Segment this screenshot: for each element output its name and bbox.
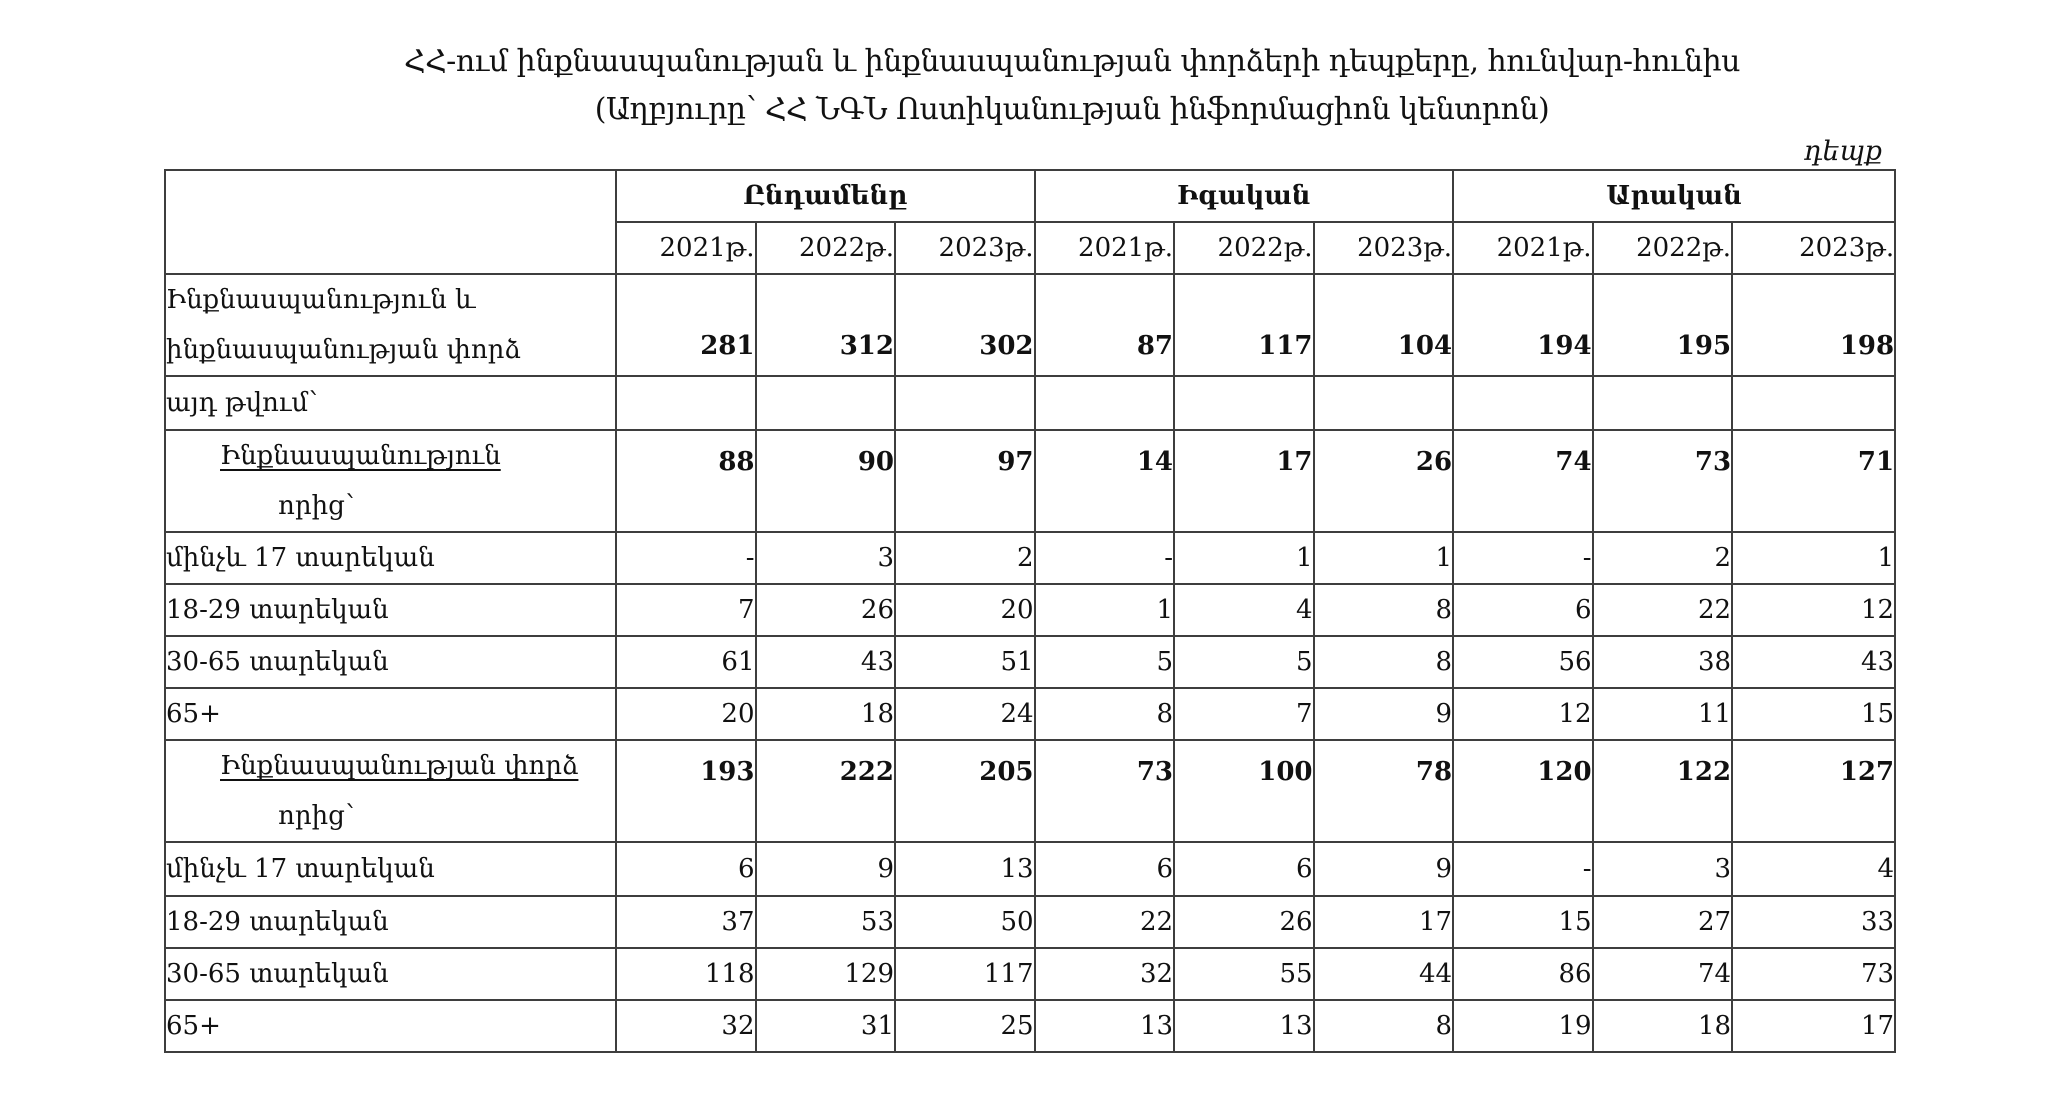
table-row-total xyxy=(165,274,1895,376)
table-cell: 5 xyxy=(1035,636,1175,688)
table-cell: 37 xyxy=(616,896,756,948)
row-label xyxy=(165,274,616,376)
table-cell: 6 xyxy=(1453,584,1593,636)
table-cell: 87 xyxy=(1035,274,1175,376)
table-cell: 17 xyxy=(1314,896,1454,948)
statistics-table xyxy=(164,169,1896,1053)
table-row-including xyxy=(165,376,1895,430)
table-cell: 9 xyxy=(1314,688,1454,740)
table-cell xyxy=(895,376,1035,430)
document-title: ՀՀ-ում ինքնասպանության և ինքնասպանության փորձերի դեպքերը, հունվար-հունիս xyxy=(404,44,1740,79)
table-cell: 8 xyxy=(1314,584,1454,636)
table-cell: 15 xyxy=(1732,688,1895,740)
table-cell: 104 xyxy=(1314,274,1454,376)
table-cell: 7 xyxy=(616,584,756,636)
table-cell: 9 xyxy=(1314,842,1454,896)
document-source: (Աղբյուրը՝ ՀՀ ՆԳՆ Ոստիկանության ինֆորմացիոն կենտրոն) xyxy=(594,92,1550,127)
table-cell: 90 xyxy=(756,430,896,532)
row-label: մինչև 17 տարեկան xyxy=(165,532,616,584)
table-cell: 117 xyxy=(895,948,1035,1000)
table-cell: 117 xyxy=(1174,274,1314,376)
table-cell: 32 xyxy=(1035,948,1175,1000)
table-cell: 127 xyxy=(1732,740,1895,842)
table-cell: 11 xyxy=(1593,688,1733,740)
table-cell: 20 xyxy=(616,688,756,740)
table-cell: 129 xyxy=(756,948,896,1000)
table-cell: 38 xyxy=(1593,636,1733,688)
table-cell: 74 xyxy=(1453,430,1593,532)
table-cell xyxy=(1174,376,1314,430)
table-cell: 26 xyxy=(1314,430,1454,532)
row-label: այդ թվում՝ xyxy=(165,376,616,430)
year-header: 2021թ. xyxy=(1453,222,1593,274)
table-cell: 61 xyxy=(616,636,756,688)
table-cell: 5 xyxy=(1174,636,1314,688)
table-cell: 9 xyxy=(756,842,896,896)
table-cell: 6 xyxy=(1174,842,1314,896)
table-cell: 33 xyxy=(1732,896,1895,948)
row-label: 65+ xyxy=(165,688,616,740)
table-cell: 7 xyxy=(1174,688,1314,740)
table-cell: 71 xyxy=(1732,430,1895,532)
year-header: 2022թ. xyxy=(1174,222,1314,274)
table-cell: 3 xyxy=(756,532,896,584)
row-label: 65+ xyxy=(165,1000,616,1052)
group-header-total: Ընդամենը xyxy=(616,170,1035,222)
table-cell: 26 xyxy=(1174,896,1314,948)
row-label xyxy=(165,430,616,532)
table-cell: 17 xyxy=(1174,430,1314,532)
table-cell: 4 xyxy=(1174,584,1314,636)
table-cell: 17 xyxy=(1732,1000,1895,1052)
row-label: 30-65 տարեկան xyxy=(165,636,616,688)
table-cell xyxy=(1593,376,1733,430)
header-corner-cell xyxy=(165,170,616,274)
table-cell xyxy=(616,376,756,430)
table-cell xyxy=(1035,376,1175,430)
row-label: 30-65 տարեկան xyxy=(165,948,616,1000)
table-row xyxy=(165,948,1895,1000)
year-header: 2021թ. xyxy=(616,222,756,274)
table-cell: 55 xyxy=(1174,948,1314,1000)
table-cell: 1 xyxy=(1314,532,1454,584)
table-row xyxy=(165,1000,1895,1052)
table-cell: 97 xyxy=(895,430,1035,532)
table-cell xyxy=(1732,376,1895,430)
table-cell: 18 xyxy=(756,688,896,740)
table-cell: 194 xyxy=(1453,274,1593,376)
table-row-attempt xyxy=(165,740,1895,842)
table-cell: 44 xyxy=(1314,948,1454,1000)
table-row-suicide xyxy=(165,430,1895,532)
table-cell: - xyxy=(616,532,756,584)
table-cell: 50 xyxy=(895,896,1035,948)
table-cell: 1 xyxy=(1035,584,1175,636)
table-cell: 22 xyxy=(1593,584,1733,636)
table-row xyxy=(165,688,1895,740)
row-label: 18-29 տարեկան xyxy=(165,584,616,636)
table-cell: 2 xyxy=(895,532,1035,584)
table-cell: 13 xyxy=(895,842,1035,896)
table-cell: 2 xyxy=(1593,532,1733,584)
table-cell: 22 xyxy=(1035,896,1175,948)
table-cell: 198 xyxy=(1732,274,1895,376)
table-cell: 6 xyxy=(1035,842,1175,896)
table-cell: 19 xyxy=(1453,1000,1593,1052)
table-cell xyxy=(756,376,896,430)
table-cell: 12 xyxy=(1732,584,1895,636)
table-cell: 56 xyxy=(1453,636,1593,688)
table-cell: 86 xyxy=(1453,948,1593,1000)
table-cell: 222 xyxy=(756,740,896,842)
table-cell: 205 xyxy=(895,740,1035,842)
table-cell: 73 xyxy=(1593,430,1733,532)
table-cell: 43 xyxy=(756,636,896,688)
table-cell: 31 xyxy=(756,1000,896,1052)
table-cell: - xyxy=(1035,532,1175,584)
table-row xyxy=(165,842,1895,896)
table-cell: 193 xyxy=(616,740,756,842)
table-cell: 8 xyxy=(1314,1000,1454,1052)
row-label-line: որից՝ xyxy=(278,491,355,521)
table-cell: 15 xyxy=(1453,896,1593,948)
table-cell: 6 xyxy=(616,842,756,896)
table-cell: 3 xyxy=(1593,842,1733,896)
table-cell: 100 xyxy=(1174,740,1314,842)
table-cell xyxy=(1314,376,1454,430)
table-cell: 281 xyxy=(616,274,756,376)
table-cell: - xyxy=(1453,842,1593,896)
row-label xyxy=(165,740,616,842)
row-label-line: ինքնասպանության փորձ xyxy=(166,335,521,365)
table-cell: 14 xyxy=(1035,430,1175,532)
year-header: 2023թ. xyxy=(895,222,1035,274)
table-row xyxy=(165,896,1895,948)
table-cell: 1 xyxy=(1732,532,1895,584)
table-cell: 13 xyxy=(1174,1000,1314,1052)
table-cell: 74 xyxy=(1593,948,1733,1000)
table-cell: 26 xyxy=(756,584,896,636)
year-header: 2021թ. xyxy=(1035,222,1175,274)
table-cell: 88 xyxy=(616,430,756,532)
row-label-line: Ինքնասպանություն և xyxy=(166,285,476,315)
table-cell: 24 xyxy=(895,688,1035,740)
table-cell: 13 xyxy=(1035,1000,1175,1052)
table-cell: 20 xyxy=(895,584,1035,636)
table-row xyxy=(165,636,1895,688)
table-cell: 8 xyxy=(1314,636,1454,688)
table-cell: 195 xyxy=(1593,274,1733,376)
table-cell: 302 xyxy=(895,274,1035,376)
row-label-line: Ինքնասպանություն xyxy=(220,441,501,471)
table-cell: 8 xyxy=(1035,688,1175,740)
row-label-line: Ինքնասպանության փորձ xyxy=(220,751,579,781)
table-cell: - xyxy=(1453,532,1593,584)
table-cell: 53 xyxy=(756,896,896,948)
year-header: 2023թ. xyxy=(1314,222,1454,274)
table-row xyxy=(165,584,1895,636)
table-cell: 312 xyxy=(756,274,896,376)
table-cell: 12 xyxy=(1453,688,1593,740)
table-row xyxy=(165,532,1895,584)
table-cell: 118 xyxy=(616,948,756,1000)
group-header-male: Արական xyxy=(1453,170,1895,222)
row-label: 18-29 տարեկան xyxy=(165,896,616,948)
table-cell: 18 xyxy=(1593,1000,1733,1052)
row-label: մինչև 17 տարեկան xyxy=(165,842,616,896)
year-header: 2023թ. xyxy=(1732,222,1895,274)
table-cell: 25 xyxy=(895,1000,1035,1052)
group-header-female: Իգական xyxy=(1035,170,1454,222)
table-cell xyxy=(1453,376,1593,430)
unit-label: դեպք xyxy=(1803,136,1882,167)
table-cell: 122 xyxy=(1593,740,1733,842)
table-cell: 1 xyxy=(1174,532,1314,584)
table-cell: 51 xyxy=(895,636,1035,688)
table-cell: 78 xyxy=(1314,740,1454,842)
table-cell: 32 xyxy=(616,1000,756,1052)
table-cell: 27 xyxy=(1593,896,1733,948)
table-cell: 73 xyxy=(1732,948,1895,1000)
year-header: 2022թ. xyxy=(1593,222,1733,274)
row-label-line: որից՝ xyxy=(278,801,355,831)
year-header: 2022թ. xyxy=(756,222,896,274)
table-cell: 4 xyxy=(1732,842,1895,896)
table-cell: 43 xyxy=(1732,636,1895,688)
table-cell: 120 xyxy=(1453,740,1593,842)
table-cell: 73 xyxy=(1035,740,1175,842)
